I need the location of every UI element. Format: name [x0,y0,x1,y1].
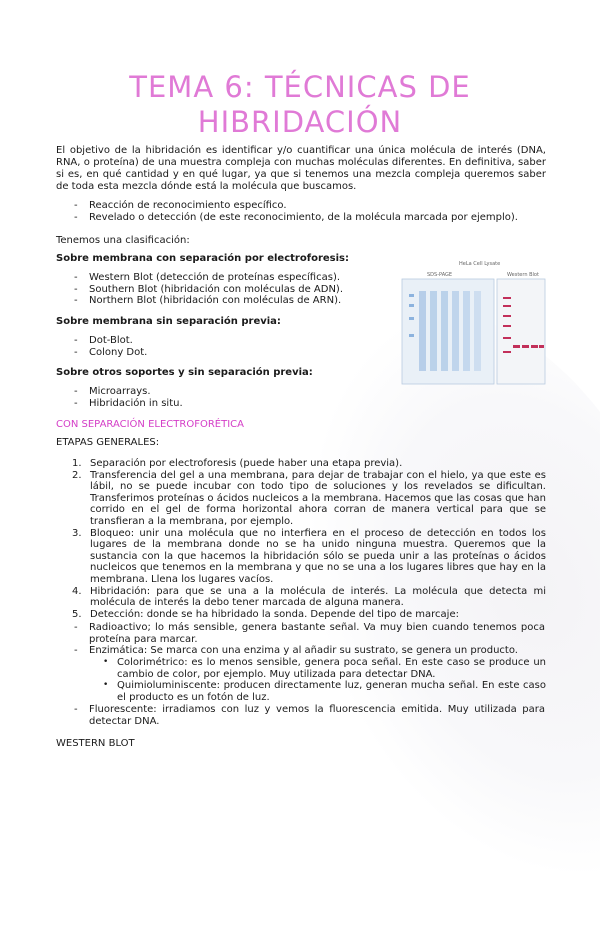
steps-list [56,458,546,620]
list-item: - Radioactivo; lo más sensible, genera bastante señal. Va muy bien cuando tenemos poca proteína para marcar. [56,622,545,645]
intro-list [56,200,518,223]
list-item: - Northern Blot (hibridación con moléculas de ARN). [56,295,343,307]
section-title-pink: CON SEPARACIÓN ELECTROFORÉTICA [56,419,244,430]
western-blot-heading: WESTERN BLOT [56,738,135,749]
etapas-heading: ETAPAS GENERALES: [56,437,160,448]
step-item [56,528,546,586]
figure-label-right: Western Blot [507,272,539,278]
step-text: Bloqueo: unir una molécula que no interfiera en el proceso de detección en todos los lugares de la membrana donde no se ha unido ninguna muestra. Queremos que la sustancia con la que hacemos la hibridación sólo se pueda unir a las proteínas o ácidos nucleicos que tenemos en la membrana y que no se una a los lugares libres que hay en la membrana. Llena los lugares vacíos. [90,527,546,585]
list-item: - Dot-Blot. [56,335,147,347]
list-item: - Western Blot (detección de proteínas específicas). [56,272,343,284]
section-heading: Sobre membrana sin separación previa: [56,316,281,327]
marcaje-list [56,622,545,657]
classification-text: Tenemos una clasificación: [56,235,190,246]
list-item: - Southern Blot (hibridación con moléculas de ADN). [56,284,343,296]
section-heading: Sobre membrana con separación por electroforesis: [56,253,349,264]
step-item [56,609,546,621]
step-text: Separación por electroforesis (puede haber una etapa previa). [90,458,403,469]
step-number: 3. [72,527,82,539]
step-text: Detección: donde se ha hibridado la sonda. Depende del tipo de marcaje: [90,608,459,620]
blot-image [399,259,547,389]
page-title [0,70,600,140]
list-item: - Microarrays. [56,386,183,398]
list-item: - Revelado o detección (de este reconocimiento, de la molécula marcada por ejemplo). [56,212,518,224]
list-item: • Colorimétrico: es lo menos sensible, genera poca señal. En este caso se produce un cambio de color, por ejemplo. Muy utilizada para detectar DNA. [56,657,546,680]
step-item [56,586,546,609]
intro-paragraph: El objetivo de la hibridación es identificar y/o cuantificar una única molécula de interés (DNA, RNA, o proteína) de una muestra compleja con muchas moléculas diferentes. En definitiva, saber si es, en qué cantidad y en qué lugar, ya que si tenemos una mezcla compleja queremos saber de toda esta mezcla dónde está la molécula que buscamos. [56,145,546,192]
list-item: - Enzimática: Se marca con una enzima y al añadir su sustrato, se genera un producto. [56,645,545,657]
step-text: Hibridación: para que se una a la molécula de interés. La molécula que detecta mi molécula de interés la debo tener marcada de alguna manera. [90,585,546,609]
list-item: - Colony Dot. [56,347,147,359]
step-number: 2. [72,469,82,481]
step-number: 4. [72,585,82,597]
list-item: - Hibridación in situ. [56,398,183,410]
list-item: • Quimioluminiscente: producen directamente luz, generan mucha señal. En este caso el producto es un fotón de luz. [56,680,546,703]
title-line-1: TEMA 6: TÉCNICAS DE [129,70,471,104]
step-number: 5. [72,608,82,620]
figure-label-left: SDS-PAGE [427,272,453,278]
list-item: - Reacción de reconocimiento específico. [56,200,518,212]
section-list [56,335,147,358]
section-list [56,386,183,409]
title-line-2: HIBRIDACIÓN [197,105,403,139]
enzimatica-sublist [56,657,546,703]
blot-figure [399,259,547,389]
section-list [56,272,343,307]
step-text: Transferencia del gel a una membrana, para dejar de trabajar con el hielo, ya que este es lábil, no se puede incubar con todo tipo de soluciones y los revelados se dificultan. Transferimos proteínas o ácidos nucleicos a la membrana. Hacemos que las cosas que han corrido en el gel de forma horizontal ahora corran de manera vertical para que se transfieran a la membrana, por ejemplo. [90,469,546,527]
step-item [56,458,546,470]
list-item: - Fluorescente: irradiamos con luz y vemos la fluorescencia emitida. Muy utilizada para detectar DNA. [56,704,545,727]
figure-caption: HeLa Cell Lysate [459,261,501,267]
section-heading: Sobre otros soportes y sin separación previa: [56,367,313,378]
step-number: 1. [72,458,82,469]
step-item [56,470,546,528]
fluorescente-list [56,704,545,727]
